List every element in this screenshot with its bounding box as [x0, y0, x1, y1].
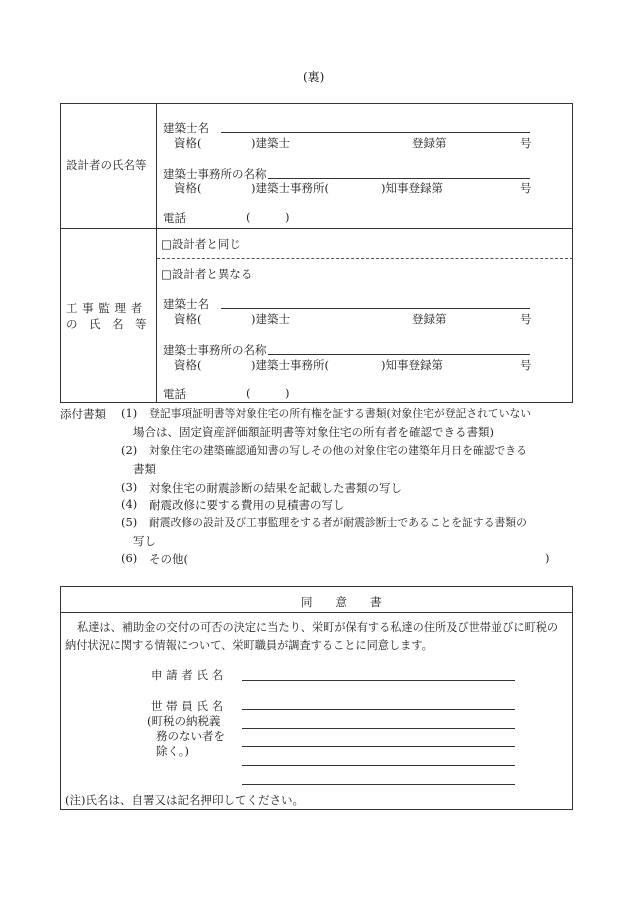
attachment-text: 耐震改修の設計及び工事監理をする者が耐震診断士であることを証する書類の: [149, 516, 527, 529]
household-name-label: 世 帯 員 氏 名: [151, 699, 224, 713]
supervisor-architect-name-label: 建築士名: [163, 297, 209, 311]
supervisor-office-name-field[interactable]: [268, 354, 530, 355]
household-note-line: (町税の納税義: [147, 714, 221, 728]
supervisor-qualification-close: )建築士: [251, 312, 290, 326]
household-name-field[interactable]: [242, 728, 515, 729]
designer-architect-name-field[interactable]: [221, 132, 530, 133]
designer-office-qualification-close: )知事登録第: [381, 181, 443, 195]
different-from-designer-checkbox[interactable]: □設計者と異なる: [161, 267, 253, 281]
supervisor-phone-close: ): [285, 386, 290, 400]
applicant-name-label: 申 請 者 氏 名: [151, 668, 224, 682]
attachments-label: 添付書類: [60, 407, 106, 421]
designer-qualification-open: 資格(: [174, 136, 202, 150]
designer-phone-open: (: [246, 210, 251, 224]
attachment-number: (6): [121, 551, 138, 565]
attachment-continuation: 場合は、固定資産評価額証明書等対象住宅の所有者を確認できる書類): [133, 425, 494, 439]
household-note-line: 除く。): [156, 744, 190, 758]
attachment-text: 耐震改修に要する費用の見積書の写し: [149, 498, 345, 512]
table-column-divider: [156, 103, 157, 403]
attachment-text: 対象住宅の建築確認通知書の写しその他の対象住宅の建築年月日を確認できる: [149, 444, 527, 457]
household-name-field[interactable]: [242, 784, 515, 785]
attachment-other-text: その他(: [149, 552, 188, 566]
supervisor-office-qualification-close: )知事登録第: [381, 358, 443, 372]
dashed-divider: [157, 258, 573, 259]
designer-office-qualification-mid: )建築士事務所(: [251, 181, 329, 195]
supervisor-office-go: 号: [520, 358, 532, 372]
consent-body: 私達は、補助金の交付の可否の決定に当たり、栄町が保有する私達の住所及び世帯並びに町税の納付状況に関する情報について、栄町職員が調査することに同意します。: [65, 621, 559, 652]
table-row-divider: [60, 228, 573, 229]
page-title: (裏): [303, 70, 325, 84]
supervisor-label-line2: の 氏 名 等: [66, 317, 147, 331]
attachment-number: (4): [121, 497, 138, 511]
designer-label: 設計者の氏名等: [66, 158, 147, 172]
same-as-designer-checkbox[interactable]: □設計者と同じ: [161, 237, 241, 251]
attachment-continuation: 書類: [133, 462, 156, 476]
designer-qualification-close: )建築士: [251, 136, 290, 150]
supervisor-label-line1: 工 事 監 理 者: [66, 301, 143, 315]
supervisor-registration-label: 登録第: [412, 312, 447, 326]
consent-title: 同 意 書: [301, 595, 382, 609]
household-name-field[interactable]: [242, 709, 515, 710]
applicant-name-field[interactable]: [242, 680, 515, 681]
attachment-text: 登記事項証明書等対象住宅の所有権を証する書類(対象住宅が登記されていない: [149, 407, 532, 420]
designer-office-name-label: 建築士事務所の名称: [163, 167, 267, 181]
supervisor-office-qualification-mid: )建築士事務所(: [251, 358, 329, 372]
designer-phone-close: ): [285, 210, 290, 224]
attachment-number: (2): [121, 443, 138, 457]
attachment-number: (5): [121, 515, 138, 529]
supervisor-office-name-label: 建築士事務所の名称: [163, 343, 267, 357]
household-note-line: 務のない者を: [156, 729, 225, 743]
designer-phone-label: 電話: [163, 211, 186, 225]
household-name-field[interactable]: [242, 746, 515, 747]
supervisor-architect-name-field[interactable]: [221, 308, 530, 309]
attachment-continuation: 写し: [133, 534, 156, 548]
designer-office-name-field[interactable]: [268, 178, 530, 179]
designer-office-go: 号: [520, 181, 532, 195]
consent-note: (注)氏名は、自署又は記名押印してください。: [65, 793, 304, 807]
designer-registration-go: 号: [520, 136, 532, 150]
designer-office-qualification-open: 資格(: [174, 181, 202, 195]
designer-registration-label: 登録第: [412, 136, 447, 150]
consent-title-divider: [60, 612, 573, 613]
attachment-text: 対象住宅の耐震診断の結果を記載した書類の写し: [149, 481, 402, 495]
supervisor-office-qualification-open: 資格(: [174, 358, 202, 372]
attachment-number: (1): [121, 406, 138, 420]
designer-architect-name-label: 建築士名: [163, 121, 209, 135]
attachment-number: (3): [121, 480, 138, 494]
supervisor-phone-label: 電話: [163, 387, 186, 401]
supervisor-qualification-open: 資格(: [174, 312, 202, 326]
supervisor-phone-open: (: [246, 386, 251, 400]
household-name-field[interactable]: [242, 765, 515, 766]
attachment-other-close: ): [545, 551, 550, 565]
supervisor-registration-go: 号: [520, 312, 532, 326]
